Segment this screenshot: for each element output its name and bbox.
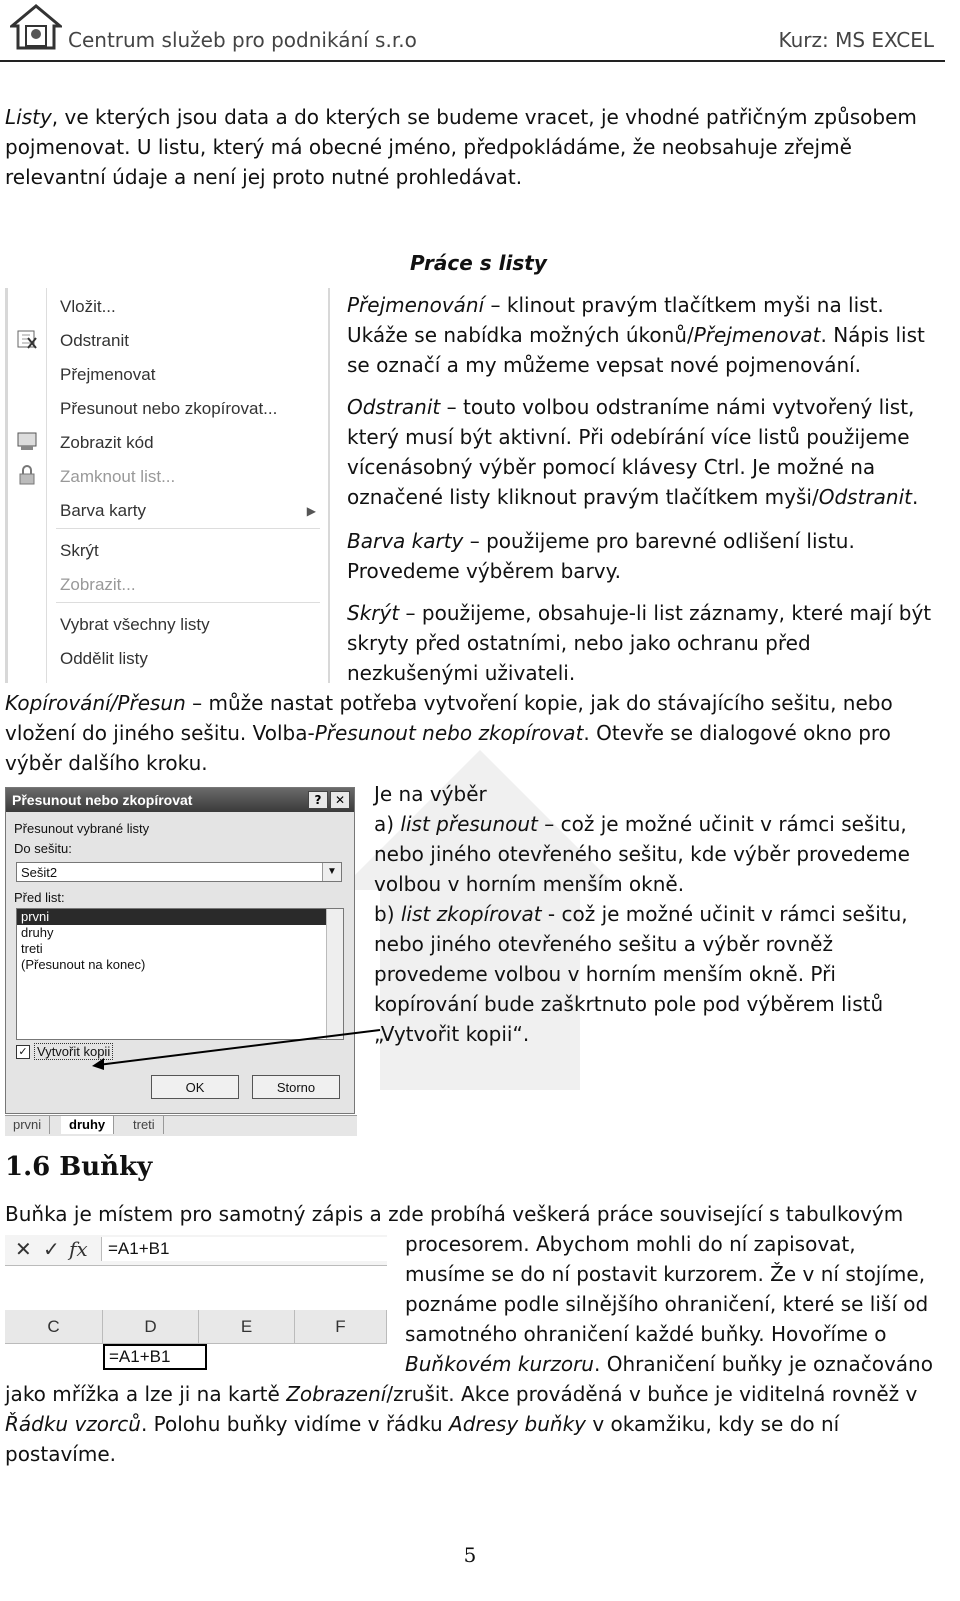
move-label: Přesunout vybrané listy [14,821,150,836]
list-item[interactable]: prvni [17,909,343,925]
book-value: Sešit2 [21,865,58,880]
hide-paragraph: Skrýt – použijeme, obsahuje-li list záznamy, které mají být skryty před ostatními, nebo jako ochranu před nezkušenými uživateli. [347,601,932,685]
course-name: Kurz: MS EXCEL [778,28,934,52]
menu-item-insert[interactable]: Vložit... [60,297,116,316]
column-header[interactable]: F [295,1310,387,1344]
section-title: Práce s listy [410,251,547,275]
enter-icon[interactable]: ✓ [43,1237,60,1261]
menu-item-hide[interactable]: Skrýt [60,541,99,560]
menu-item-tab-color[interactable]: Barva karty [60,501,146,520]
sheet-context-menu [5,288,330,683]
house-logo-icon [10,4,62,50]
copy-checkbox[interactable]: ✓ [16,1045,30,1059]
ok-button[interactable]: OK [151,1075,239,1099]
cell-grid [5,1310,387,1370]
dialog-title: Přesunout nebo zkopírovat [6,788,354,812]
view-code-icon [16,430,38,452]
book-select[interactable] [16,862,342,882]
book-label: Do sešitu: [14,841,72,856]
menu-item-unhide[interactable]: Zobrazit... [60,575,136,594]
menu-item-delete[interactable]: Odstranit [60,331,129,350]
list-item[interactable]: druhy [21,925,54,940]
sheet-tab[interactable]: prvni [5,1116,50,1134]
intro-paragraph: Listy, ve kterých jsou data a do kterých se budeme vracet, je vhodné patřičným způsobem pojmenovat. U listu, který má obecné jméno, předpokládáme, že neobsahuje zřejmě relevantní údaje a není jej proto nutné prohledávat. [5,105,917,189]
column-header[interactable]: C [5,1310,103,1344]
callout-arrow [90,1020,390,1080]
menu-item-ungroup[interactable]: Oddělit listy [60,649,148,668]
delete-sheet-icon [16,328,38,350]
submenu-arrow-icon: ▶ [306,504,316,518]
sheet-tabs [5,1115,357,1136]
cells-heading: 1.6 Buňky [5,1152,153,1182]
company-name: Centrum služeb pro podnikání s.r.o [68,28,417,52]
formula-bar [5,1235,387,1266]
copy-checkbox-label[interactable]: Vytvořit kopii [34,1043,113,1060]
menu-separator [56,602,320,603]
column-header[interactable]: D [103,1310,199,1344]
rename-paragraph: Přejmenování – klinout pravým tlačítkem myši na list. Ukáže se nabídka možných úkonů/Přejmenovat. Nápis list se označí a my můžeme vepsat nové pojmenování. [347,293,925,377]
cancel-icon[interactable]: ✕ [15,1237,32,1261]
choice-paragraph: Je na výběr a) list přesunout – což je možné učinit v rámci sešitu, nebo jiného otevřeného sešitu, kde výběr provedeme volbou v horním menším okně. b) list zkopírovat - což je možné učinit v rámci sešitu, nebo jiného otevřeného sešitu a výběr rovněž provedeme volbou v horním menším okně. Při kopírování bude zaškrtnuto pole pod výběrem listů „Vytvořit kopii“. [374,782,910,1046]
menu-gutter [46,288,47,683]
sheet-tab-active[interactable]: druhy [61,1116,114,1134]
menu-item-protect[interactable]: Zamknout list... [60,467,176,486]
list-item[interactable]: treti [21,941,43,956]
chevron-down-icon[interactable]: ▼ [322,863,341,881]
cells-wrap-paragraph: procesorem. Abychom mohli do ní zapisovat, musíme se do ní postavit kurzorem. Že v ní stojíme, poznáme podle silnějšího ohraničení, které se liší od samotného ohraničení každé buňky. Hovoříme o Buňkovém kurzoru. Ohraničení buňky je označováno [405,1232,933,1376]
menu-item-select-all[interactable]: Vybrat všechny listy [60,615,210,634]
menu-item-view-code[interactable]: Zobrazit kód [60,433,154,452]
page-header [0,0,960,60]
cells-tail-paragraph: jako mřížka a lze ji na kartě Zobrazení/zrušit. Akce prováděná v buňce je viditelná rovněž v Řádku vzorců. Polohu buňky vidíme v řádku Adresy buňky v okamžiku, kdy se do ní postavíme. [5,1382,918,1466]
help-button[interactable]: ? [308,791,328,809]
active-cell[interactable]: =A1+B1 [103,1344,207,1370]
tab-color-paragraph: Barva karty – použijeme pro barevné odlišení listu. Provedeme výběrem barvy. [347,529,855,583]
menu-item-move-copy[interactable]: Přesunout nebo zkopírovat... [60,399,278,418]
lock-icon [16,464,38,486]
fx-icon[interactable]: fx [69,1237,88,1261]
page-number: 5 [463,1543,477,1567]
formula-input[interactable]: =A1+B1 [101,1237,388,1261]
column-header[interactable]: E [199,1310,295,1344]
close-button[interactable]: ✕ [330,791,350,809]
copy-paragraph: Kopírování/Přesun – může nastat potřeba vytvoření kopie, jak do stávajícího sešitu, nebo vložení do jiného sešitu. Volba-Přesunout nebo zkopírovat. Otevře se dialogové okno pro výběr dalšího kroku. [5,691,893,775]
header-rule [0,60,945,62]
cancel-button[interactable]: Storno [252,1075,340,1099]
menu-item-rename[interactable]: Přejmenovat [60,365,156,384]
sheet-tab[interactable]: treti [125,1116,164,1134]
before-label: Před list: [14,890,65,905]
menu-separator [56,528,320,529]
cells-line1: Buňka je místem pro samotný zápis a zde probíhá veškerá práce související s tabulkovým [5,1202,904,1226]
delete-paragraph: Odstranit – touto volbou odstraníme námi vytvořený list, který musí být aktivní. Při odebírání více listů použijeme vícenásobný výběr pomocí klávesy Ctrl. Je možné na označené listy kliknout pravým tlačítkem myši/Odstranit. [347,395,919,509]
list-item[interactable]: (Přesunout na konec) [21,957,146,972]
